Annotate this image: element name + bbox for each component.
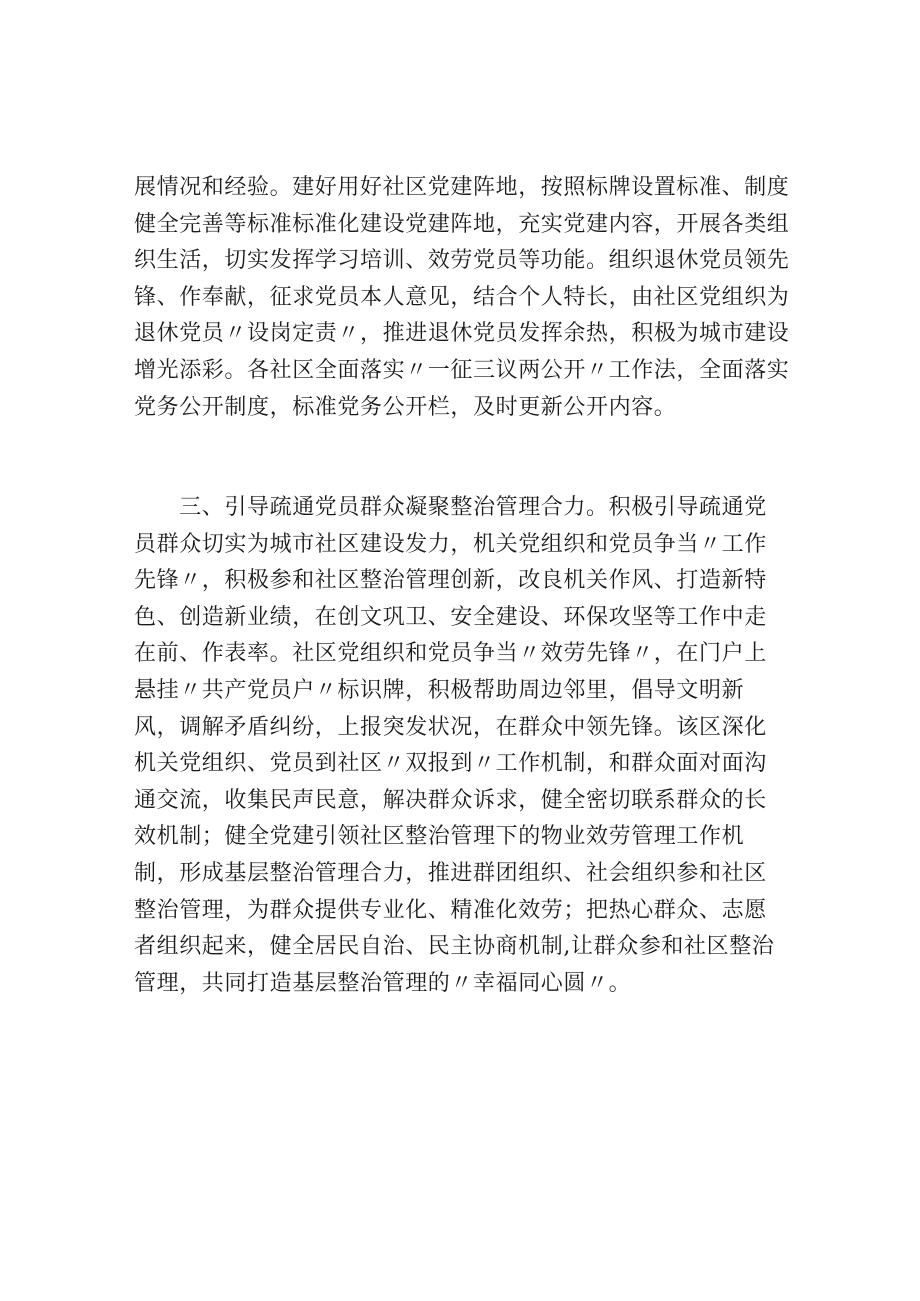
paragraph-line: 织生活，切实发挥学习培训、效劳党员等功能。组织退休党员领先 bbox=[134, 248, 790, 274]
paragraph-line: 管理，共同打造基层整治管理的〃幸福同心圆〃。 bbox=[134, 970, 632, 996]
paragraph-line: 机关党组织、党员到社区〃双报到〃工作机制，和群众面对面沟 bbox=[134, 751, 767, 777]
paragraph-line: 员群众切实为城市社区建设发力，机关党组织和党员争当〃工作 bbox=[134, 531, 767, 557]
paragraph-line: 增光添彩。各社区全面落实〃一征三议两公开〃工作法，全面落实 bbox=[134, 357, 790, 383]
paragraph-line: 先锋〃，积极参和社区整治管理创新，改良机关作风、打造新特 bbox=[134, 568, 767, 594]
paragraph-1 bbox=[134, 170, 794, 426]
paragraph-line: 锋、作奉献，征求党员本人意见，结合个人特长，由社区党组织为 bbox=[134, 284, 790, 310]
paragraph-line: 色、创造新业绩，在创文巩卫、安全建设、环保攻坚等工作中走 bbox=[134, 604, 767, 630]
paragraph-line: 者组织起来，健全居民自治、民主协商机制,让群众参和社区整治 bbox=[134, 934, 775, 960]
paragraph-line: 制，形成基层整治管理合力，推进群团组织、社会组织参和社区 bbox=[134, 860, 767, 886]
paragraph-line: 通交流，收集民声民意，解决群众诉求，健全密切联系群众的长 bbox=[134, 787, 767, 813]
paragraph-line: 展情况和经验。建好用好社区党建阵地，按照标牌设置标准、制度 bbox=[134, 175, 790, 200]
paragraph-line: 三、引导疏通党员群众凝聚整治管理合力。积极引导疏通党 bbox=[134, 495, 767, 520]
paragraph-2 bbox=[134, 490, 794, 1002]
paragraph-line: 风，调解矛盾纠纷，上报突发状况，在群众中领先锋。该区深化 bbox=[134, 714, 767, 740]
paragraph-line: 整治管理，为群众提供专业化、精准化效劳；把热心群众、志愿 bbox=[134, 897, 767, 923]
paragraph-line: 退休党员〃设岗定责〃，推进退休党员发挥余热，积极为城市建设 bbox=[134, 321, 790, 347]
paragraph-line: 在前、作表率。社区党组织和党员争当〃效劳先锋〃，在门户上 bbox=[134, 641, 767, 667]
paragraph-line: 党务公开制度，标准党务公开栏，及时更新公开内容。 bbox=[134, 394, 677, 420]
paragraph-line: 悬挂〃共产党员户〃标识牌，积极帮助周边邻里，倡导文明新 bbox=[134, 677, 745, 703]
paragraph-line: 健全完善等标准标准化建设党建阵地，充实党建内容，开展各类组 bbox=[134, 211, 790, 237]
paragraph-line: 效机制；健全党建引领社区整治管理下的物业效劳管理工作机 bbox=[134, 824, 745, 850]
